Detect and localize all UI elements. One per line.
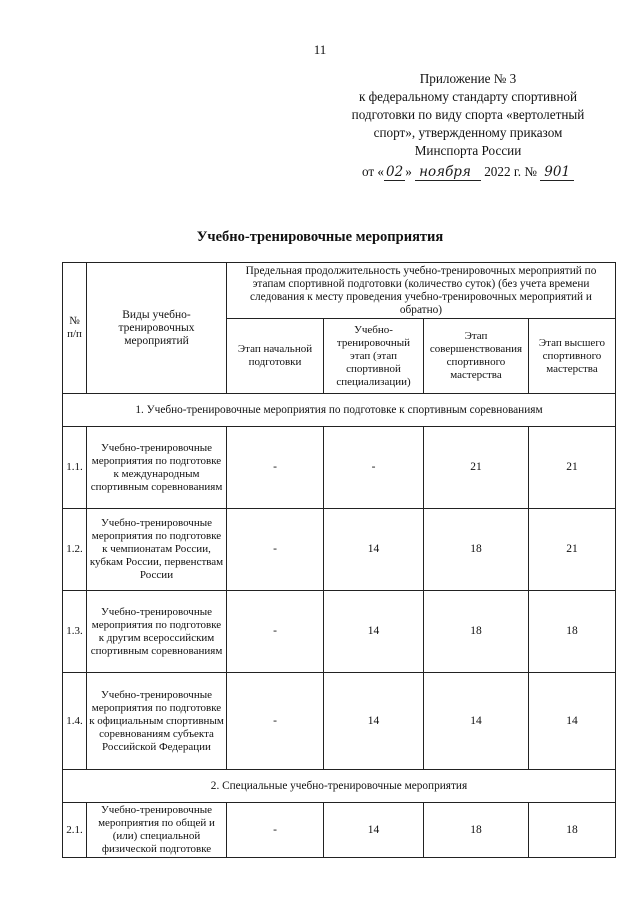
table-row bbox=[63, 427, 616, 509]
row-num: 1.1. bbox=[63, 427, 87, 509]
row-value-col-2: 14 bbox=[324, 673, 424, 770]
row-value-col-1: - bbox=[227, 427, 324, 509]
appendix-date-line bbox=[328, 163, 608, 181]
header-col-2: Учебно-тренировочный этап (этап спортивной специализации) bbox=[324, 319, 424, 394]
row-num: 1.3. bbox=[63, 591, 87, 673]
row-value-col-1: - bbox=[227, 803, 324, 858]
header-kind: Виды учебно-тренировочных мероприятий bbox=[87, 263, 227, 394]
row-value-col-4: 18 bbox=[529, 591, 616, 673]
row-value-col-3: 18 bbox=[424, 591, 529, 673]
handwritten-month: ноября bbox=[415, 164, 481, 181]
header-col-4: Этап высшего спортивного мастерства bbox=[529, 319, 616, 394]
table-row bbox=[63, 591, 616, 673]
appendix-line-4: спорт», утвержденному приказом bbox=[373, 125, 563, 140]
date-prefix: от « bbox=[361, 164, 385, 179]
row-value-col-3: 14 bbox=[424, 673, 529, 770]
section-title-2: 2. Специальные учебно-тренировочные мероприятия bbox=[63, 770, 616, 803]
row-value-col-4: 21 bbox=[529, 509, 616, 591]
section-title-1: 1. Учебно-тренировочные мероприятия по подготовке к спортивным соревнованиям bbox=[63, 394, 616, 427]
row-value-col-4: 18 bbox=[529, 803, 616, 858]
row-value-col-2: 14 bbox=[324, 803, 424, 858]
training-events-table bbox=[62, 262, 616, 858]
row-value-col-2: - bbox=[324, 427, 424, 509]
row-name: Учебно-тренировочные мероприятия по подготовке к официальным спортивным соревнованиям субъекта Российской Федерации bbox=[87, 673, 227, 770]
header-row-1 bbox=[63, 263, 616, 319]
appendix-line-1: Приложение № 3 bbox=[419, 71, 517, 86]
row-value-col-1: - bbox=[227, 509, 324, 591]
section-row-2 bbox=[63, 770, 616, 803]
header-group: Предельная продолжительность учебно-тренировочных мероприятий по этапам спортивной подготовки (количество суток) (без учета времени следования к месту проведения учебно-тренировочных мероприятий и обратно) bbox=[227, 263, 616, 319]
row-name: Учебно-тренировочные мероприятия по подготовке к международным спортивным соревнованиям bbox=[87, 427, 227, 509]
handwritten-day: 02 bbox=[386, 164, 404, 180]
appendix-line-5: Минспорта России bbox=[414, 143, 522, 158]
row-value-col-4: 21 bbox=[529, 427, 616, 509]
row-num: 2.1. bbox=[63, 803, 87, 858]
row-name: Учебно-тренировочные мероприятия по подготовке к другим всероссийским спортивным соревнованиям bbox=[87, 591, 227, 673]
row-value-col-3: 21 bbox=[424, 427, 529, 509]
section-row-1 bbox=[63, 394, 616, 427]
row-value-col-2: 14 bbox=[324, 591, 424, 673]
appendix-line-3: подготовки по виду спорта «вертолетный bbox=[351, 107, 585, 122]
row-value-col-1: - bbox=[227, 591, 324, 673]
header-num: № п/п bbox=[63, 263, 87, 394]
row-name: Учебно-тренировочные мероприятия по подготовке к чемпионатам России, кубкам России, первенствам России bbox=[87, 509, 227, 591]
document-title: Учебно-тренировочные мероприятия bbox=[196, 229, 444, 245]
table-row bbox=[63, 673, 616, 770]
appendix-line-2: к федеральному стандарту спортивной bbox=[358, 89, 578, 104]
row-num: 1.2. bbox=[63, 509, 87, 591]
row-num: 1.4. bbox=[63, 673, 87, 770]
row-value-col-3: 18 bbox=[424, 803, 529, 858]
row-value-col-4: 14 bbox=[529, 673, 616, 770]
appendix-block bbox=[328, 70, 608, 181]
date-mid: » bbox=[405, 164, 412, 179]
date-year: 2022 г. № bbox=[484, 164, 537, 179]
table-row bbox=[63, 509, 616, 591]
header-col-1: Этап начальной подготовки bbox=[227, 319, 324, 394]
handwritten-order-number: 901 bbox=[540, 164, 574, 181]
row-value-col-3: 18 bbox=[424, 509, 529, 591]
row-value-col-2: 14 bbox=[324, 509, 424, 591]
page-number: 11 bbox=[313, 42, 327, 57]
table-row bbox=[63, 803, 616, 858]
header-col-3: Этап совершенствования спортивного мастерства bbox=[424, 319, 529, 394]
row-name: Учебно-тренировочные мероприятия по общей и (или) специальной физической подготовке bbox=[87, 803, 227, 858]
row-value-col-1: - bbox=[227, 673, 324, 770]
